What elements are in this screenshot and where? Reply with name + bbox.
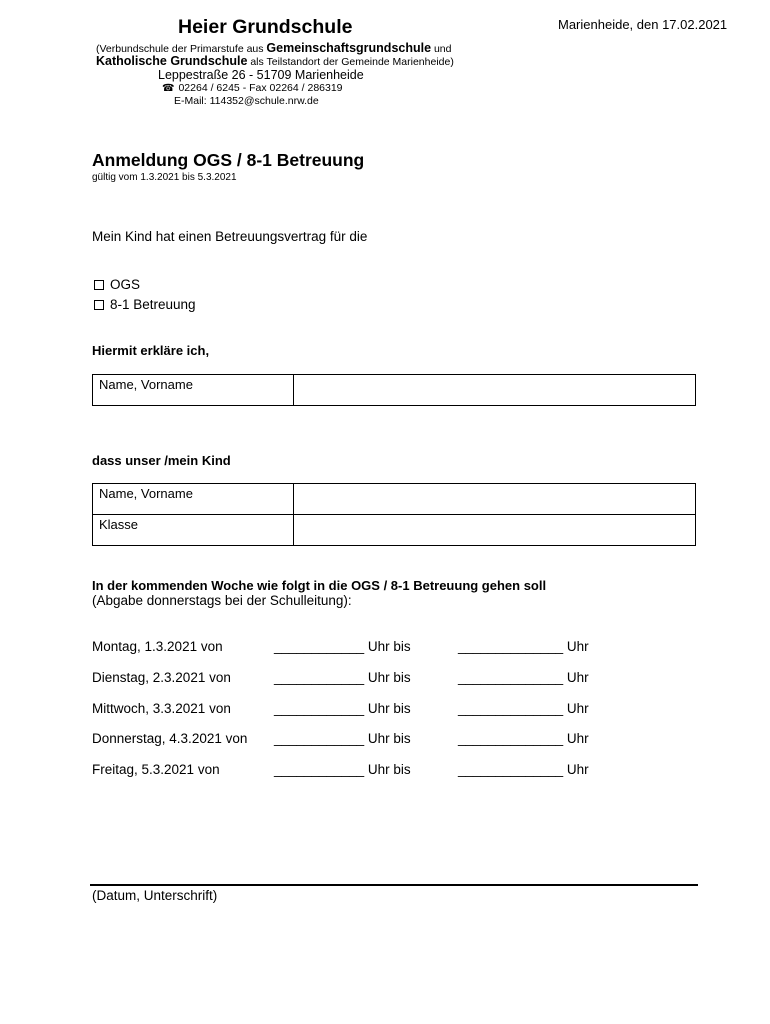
- parent-table: [92, 374, 696, 406]
- day-row-tuesday: [92, 670, 652, 690]
- subtitle-bold: Gemeinschaftsgrundschule: [266, 41, 432, 55]
- day-label: Dienstag, 2.3.2021 von: [92, 670, 231, 685]
- day-label: Donnerstag, 4.3.2021 von: [92, 731, 248, 746]
- day-row-wednesday: [92, 701, 652, 721]
- option-label: OGS: [110, 277, 141, 292]
- option-ogs[interactable]: [94, 277, 140, 292]
- day-label: Montag, 1.3.2021 von: [92, 639, 223, 654]
- child-name-field[interactable]: [294, 484, 696, 515]
- parent-name-label: Name, Vorname: [93, 375, 294, 406]
- schedule-heading: In der kommenden Woche wie folgt in die OGS / 8-1 Betreuung gehen soll: [92, 578, 547, 593]
- day-row-thursday: [92, 731, 652, 751]
- time-to-field[interactable]: ______________ Uhr: [458, 701, 589, 716]
- page-title: Anmeldung OGS / 8-1 Betreuung: [92, 150, 365, 170]
- child-heading: dass unser /mein Kind: [92, 453, 231, 468]
- child-class-label: Klasse: [93, 515, 294, 546]
- time-to-field[interactable]: ______________ Uhr: [458, 639, 589, 654]
- school-subtitle-line2: [96, 54, 454, 68]
- time-from-field[interactable]: ____________ Uhr bis: [274, 762, 411, 777]
- school-email: E-Mail: 114352@schule.nrw.de: [174, 95, 319, 107]
- subtitle-bold: Katholische Grundschule: [96, 54, 248, 68]
- signature-line[interactable]: [90, 884, 698, 886]
- day-label: Mittwoch, 3.3.2021 von: [92, 701, 231, 716]
- signature-label: (Datum, Unterschrift): [92, 888, 218, 903]
- time-from-field[interactable]: ____________ Uhr bis: [274, 670, 411, 685]
- child-name-label: Name, Vorname: [93, 484, 294, 515]
- time-to-field[interactable]: ______________ Uhr: [458, 731, 589, 746]
- time-from-field[interactable]: ____________ Uhr bis: [274, 731, 411, 746]
- subtitle-text: (Verbundschule der Primarstufe aus: [96, 43, 267, 55]
- subtitle-text: als Teilstandort der Gemeinde Marienheide): [247, 56, 454, 68]
- time-to-field[interactable]: ______________ Uhr: [458, 762, 589, 777]
- day-row-monday: [92, 639, 652, 659]
- time-to-field[interactable]: ______________ Uhr: [458, 670, 589, 685]
- day-row-friday: [92, 762, 652, 782]
- declare-heading: Hiermit erkläre ich,: [92, 343, 210, 358]
- validity-note: gültig vom 1.3.2021 bis 5.3.2021: [92, 172, 237, 183]
- school-phone: 02264 / 6245 - Fax 02264 / 286319: [178, 82, 343, 94]
- parent-name-field[interactable]: [294, 375, 696, 406]
- school-subtitle-line1: [96, 41, 451, 55]
- place-date: Marienheide, den 17.02.2021: [558, 17, 728, 32]
- time-from-field[interactable]: ____________ Uhr bis: [274, 639, 411, 654]
- child-table: [92, 483, 696, 546]
- schedule-note: (Abgabe donnerstags bei der Schulleitung):: [92, 593, 352, 608]
- option-8-1[interactable]: [94, 297, 196, 312]
- option-label: 8-1 Betreuung: [110, 297, 196, 312]
- intro-text: Mein Kind hat einen Betreuungsvertrag für die: [92, 229, 368, 244]
- day-label: Freitag, 5.3.2021 von: [92, 762, 220, 777]
- school-name: Heier Grundschule: [178, 16, 353, 38]
- school-address: Leppestraße 26 - 51709 Marienheide: [158, 68, 364, 82]
- time-from-field[interactable]: ____________ Uhr bis: [274, 701, 411, 716]
- betreuung-checkbox[interactable]: [94, 300, 104, 310]
- subtitle-text: und: [431, 43, 452, 55]
- telephone-icon: ☎: [162, 83, 175, 94]
- child-class-field[interactable]: [294, 515, 696, 546]
- school-phone-line: [162, 82, 343, 94]
- ogs-checkbox[interactable]: [94, 280, 104, 290]
